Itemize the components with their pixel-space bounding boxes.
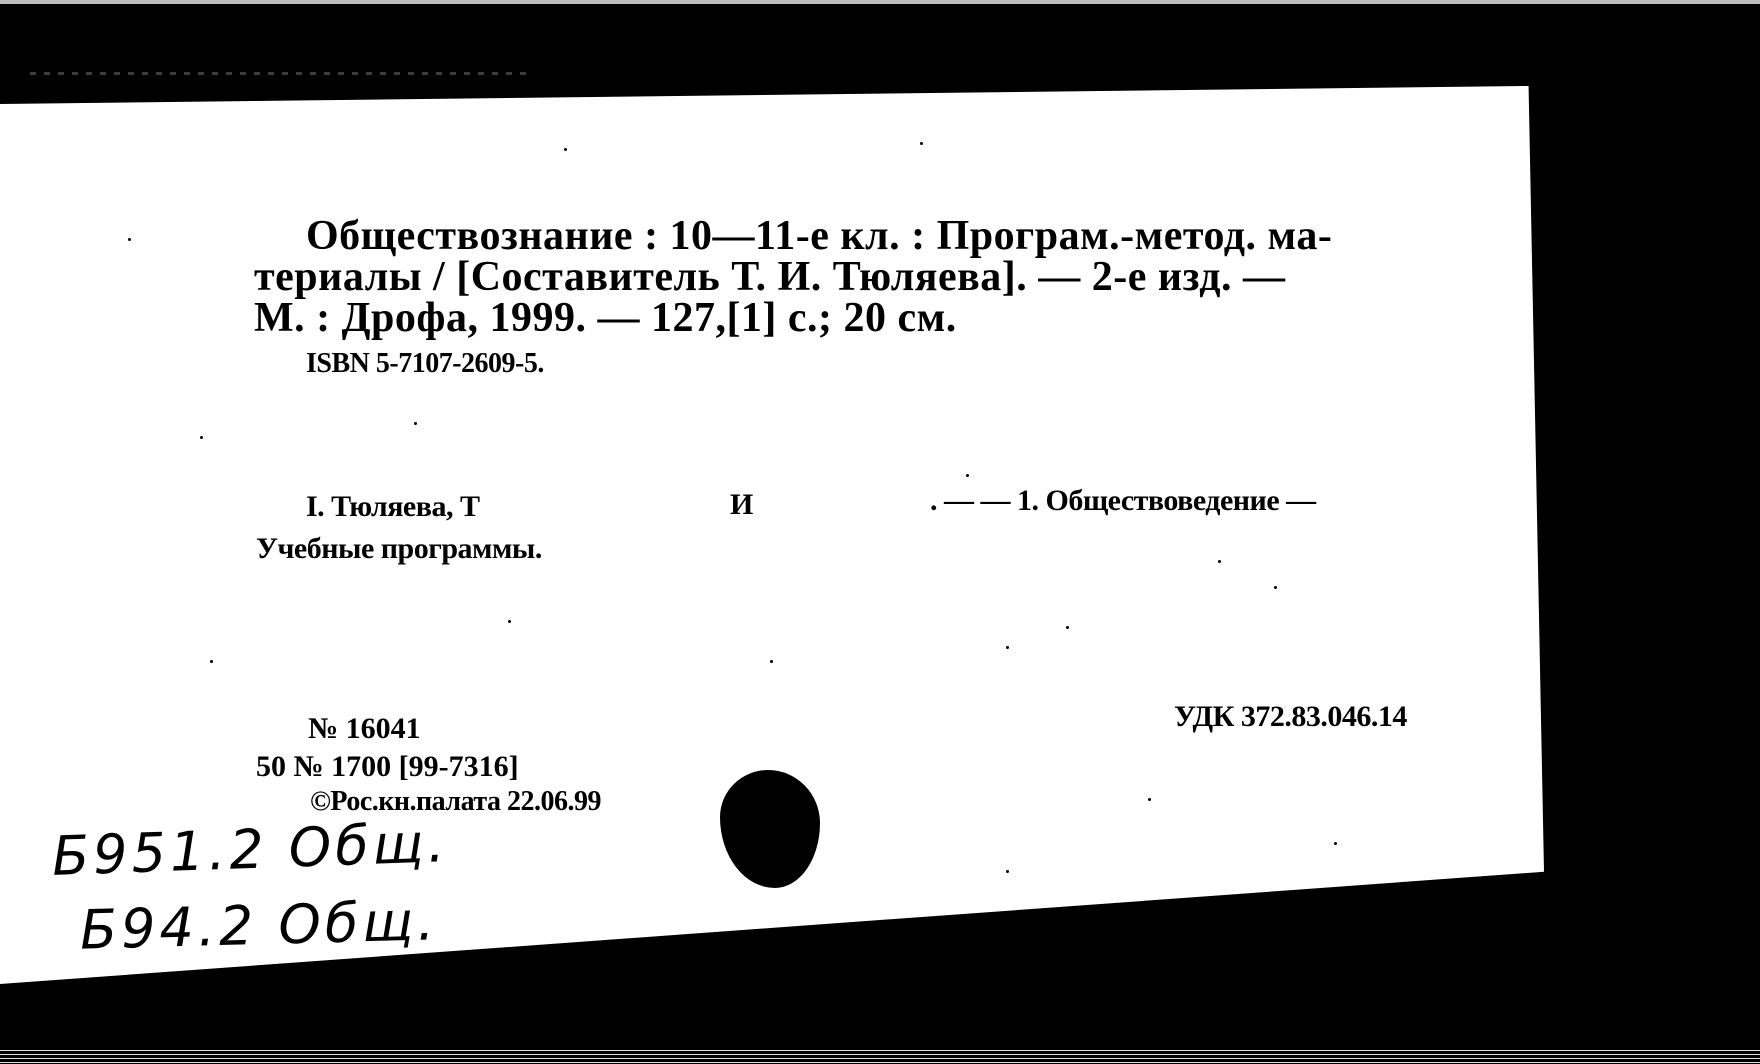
scan-bottom-border <box>0 1050 1760 1064</box>
speck <box>770 660 773 663</box>
speck <box>1334 842 1337 845</box>
publisher-line: М. : Дрофа, 1999. — 127,[1] с.; 20 см. <box>254 295 957 341</box>
speck <box>1274 586 1277 589</box>
subject-heading-programs: Учебные программы. <box>256 532 542 565</box>
author-line: териалы / [Составитель Т. И. Тюляева]. — 2-е изд. — <box>254 254 1286 300</box>
speck <box>200 436 203 439</box>
speck <box>1218 560 1221 563</box>
speck <box>564 148 567 151</box>
speck <box>128 238 131 241</box>
speck <box>1006 870 1009 873</box>
speck <box>508 620 511 623</box>
speck <box>920 142 923 145</box>
handwritten-shelfmark-2: Б94.2 Общ. <box>79 889 440 962</box>
subject-heading-topic: . — — 1. Обществоведение — <box>930 484 1316 517</box>
scan-noise <box>30 72 530 75</box>
copyright-line: ©Рос.кн.палата 22.06.99 <box>310 786 601 817</box>
speck <box>966 474 969 477</box>
record-number: № 16041 <box>308 712 421 745</box>
speck <box>1006 646 1009 649</box>
subject-heading-author: I. Тюляева, Т <box>306 490 480 523</box>
speck <box>1066 626 1069 629</box>
speck <box>744 932 747 935</box>
udk-code: УДК 372.83.046.14 <box>1174 700 1407 733</box>
title-line: Обществознание : 10—11-е кл. : Програм.-метод. ма- <box>306 213 1333 259</box>
handwritten-shelfmark-1: Б951.2 Общ. <box>51 811 450 888</box>
speck <box>210 660 213 663</box>
print-number: 50 № 1700 [99-7316] <box>256 750 519 783</box>
scan-top-border <box>0 0 1760 4</box>
subject-heading-initial: И <box>730 488 753 521</box>
isbn: ISBN 5-7107-2609-5. <box>306 348 544 379</box>
speck <box>1148 798 1151 801</box>
speck <box>414 422 417 425</box>
